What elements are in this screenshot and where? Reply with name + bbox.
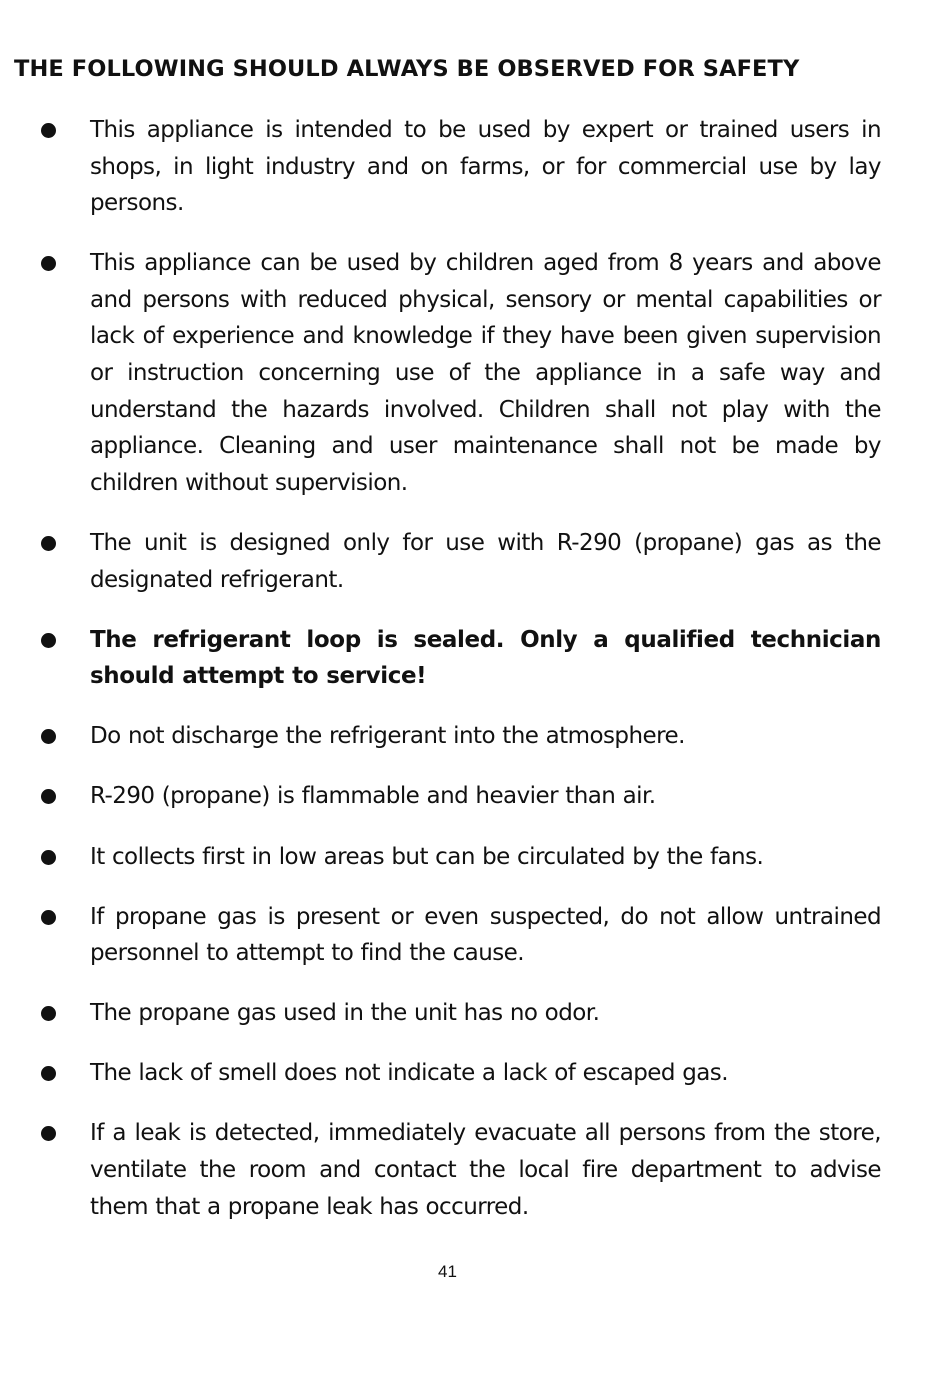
safety-item-text: Do not discharge the refrigerant into the atmosphere. <box>90 723 685 750</box>
safety-item <box>0 1055 881 1092</box>
safety-item-text: This appliance is intended to be used by expert or trained users in shops, in light industry and on farms, or for commercial use by lay persons. <box>90 117 881 217</box>
bullet-icon <box>41 1066 56 1081</box>
safety-item <box>0 995 881 1032</box>
bullet-icon <box>41 729 56 744</box>
safety-item <box>0 525 881 598</box>
safety-item <box>0 778 881 815</box>
safety-item <box>0 718 881 755</box>
safety-item-warning <box>0 622 881 695</box>
page-number: 41 <box>438 1262 457 1281</box>
safety-item-text: The lack of smell does not indicate a lack of escaped gas. <box>90 1060 728 1087</box>
safety-item <box>0 839 881 876</box>
bullet-icon <box>41 910 56 925</box>
safety-item-text: The unit is designed only for use with R-290 (propane) gas as the designated refrigerant. <box>90 529 881 593</box>
bullet-icon <box>41 789 56 804</box>
safety-item-text: It collects first in low areas but can be circulated by the fans. <box>90 843 764 870</box>
safety-item <box>0 245 881 501</box>
section-heading: THE FOLLOWING SHOULD ALWAYS BE OBSERVED FOR SAFETY <box>14 56 800 82</box>
safety-list <box>0 112 950 1249</box>
safety-item-text: If a leak is detected, immediately evacuate all persons from the store, ventilate the room and contact the local fire department to advise them that a propane leak has occurred. <box>90 1120 881 1220</box>
safety-item-text: The propane gas used in the unit has no odor. <box>90 1000 600 1027</box>
safety-item-text: The refrigerant loop is sealed. Only a qualified technician should attempt to service! <box>90 626 881 690</box>
safety-item <box>0 1115 881 1225</box>
bullet-icon <box>41 850 56 865</box>
bullet-icon <box>41 1126 56 1141</box>
bullet-icon <box>41 256 56 271</box>
safety-item-text: R-290 (propane) is flammable and heavier than air. <box>90 783 656 810</box>
safety-item-text: This appliance can be used by children aged from 8 years and above and persons with reduced physical, sensory or mental capabilities or lack of experience and knowledge if they have been given supervision or instruction concerning use of the appliance in a safe way and understand the hazards involved. Children shall not play with the appliance. Cleaning and user maintenance shall not be made by children without supervision. <box>90 250 881 496</box>
safety-item <box>0 112 881 222</box>
bullet-icon <box>41 536 56 551</box>
bullet-icon <box>41 1006 56 1021</box>
bullet-icon <box>41 123 56 138</box>
bullet-icon <box>41 633 56 648</box>
safety-item-text: If propane gas is present or even suspected, do not allow untrained personnel to attempt to find the cause. <box>90 903 881 967</box>
safety-item <box>0 899 881 972</box>
